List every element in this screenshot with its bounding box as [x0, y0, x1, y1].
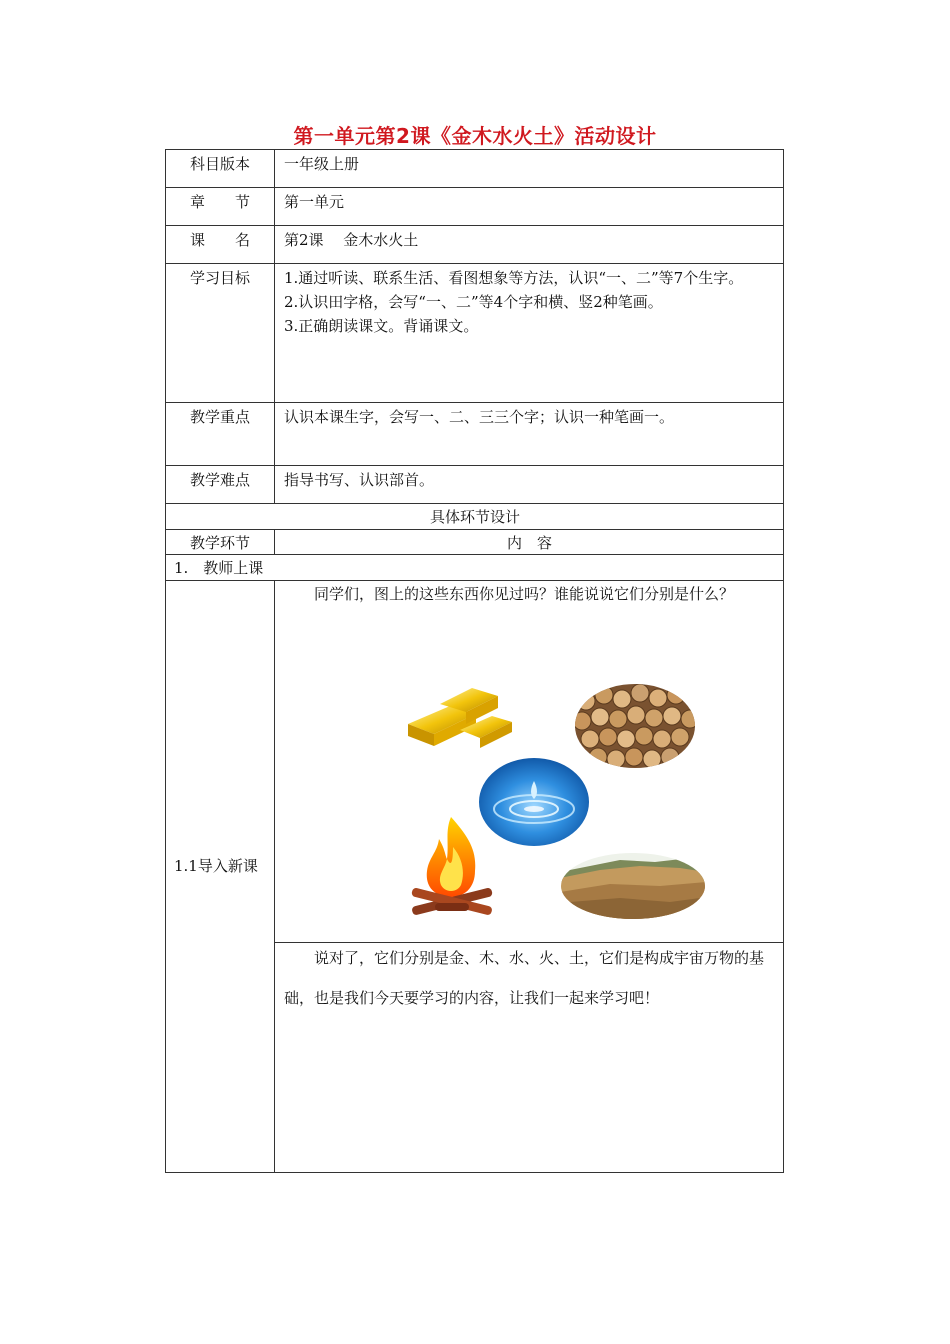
objective-item: 2.认识田字格，会写“一、二”等4个字和横、竖2种笔画。 [284, 293, 663, 311]
section-teacher-class: 1. 教师上课 [174, 559, 264, 577]
design-header: 具体环节设计 [429, 508, 520, 526]
row-divider [165, 225, 784, 226]
difficulties-value: 指导书写、认识部首。 [284, 471, 435, 489]
document-title: 第一单元第2课《金木水火土》活动设计 [293, 124, 657, 148]
lesson-name-value: 第2课 金木水火土 [284, 231, 419, 249]
gold-bars-icon [400, 684, 516, 752]
objectives-list [284, 266, 776, 338]
soil-earth-icon [560, 852, 706, 920]
subject-value: 一年级上册 [284, 155, 360, 173]
objectives-label: 学习目标 [189, 269, 250, 287]
row-divider [165, 263, 784, 264]
conclusion-paragraph: 说对了，它们分别是金、木、水、火、土，它们是构成宇宙万物的基础，也是我们今天要学习的内容，让我们一起来学习吧！ [284, 949, 765, 1007]
row-divider [165, 402, 784, 403]
row-divider [165, 187, 784, 188]
key-points-label: 教学重点 [189, 408, 250, 426]
intro-question-paragraph: 同学们，图上的这些东西你见过吗？谁能说说它们分别是什么？ [314, 585, 735, 603]
lesson-name-label: 课 名 [189, 231, 250, 249]
objective-item: 3.正确朗读课文。背诵课文。 [284, 317, 479, 335]
column-divider [274, 149, 275, 503]
campfire-icon [405, 813, 499, 917]
key-points-value: 认识本课生字，会写一、二、三三个字；认识一种笔画一。 [284, 408, 675, 426]
chapter-label: 章 节 [189, 193, 250, 211]
column-divider [274, 580, 275, 1173]
row-divider [165, 529, 784, 530]
row-divider [165, 503, 784, 504]
subject-label: 科目版本 [189, 155, 250, 173]
objective-item: 1.通过听读、联系生活、看图想象等方法，认识“一、二”等7个生字。 [284, 269, 744, 287]
content-column-header: 内 容 [506, 534, 552, 552]
difficulties-label: 教学难点 [189, 471, 250, 489]
chapter-value: 第一单元 [284, 193, 345, 211]
row-divider [165, 465, 784, 466]
step-intro-label: 1.1导入新课 [174, 857, 258, 875]
step-column-header: 教学环节 [189, 534, 250, 552]
wood-logs-icon [574, 683, 696, 769]
